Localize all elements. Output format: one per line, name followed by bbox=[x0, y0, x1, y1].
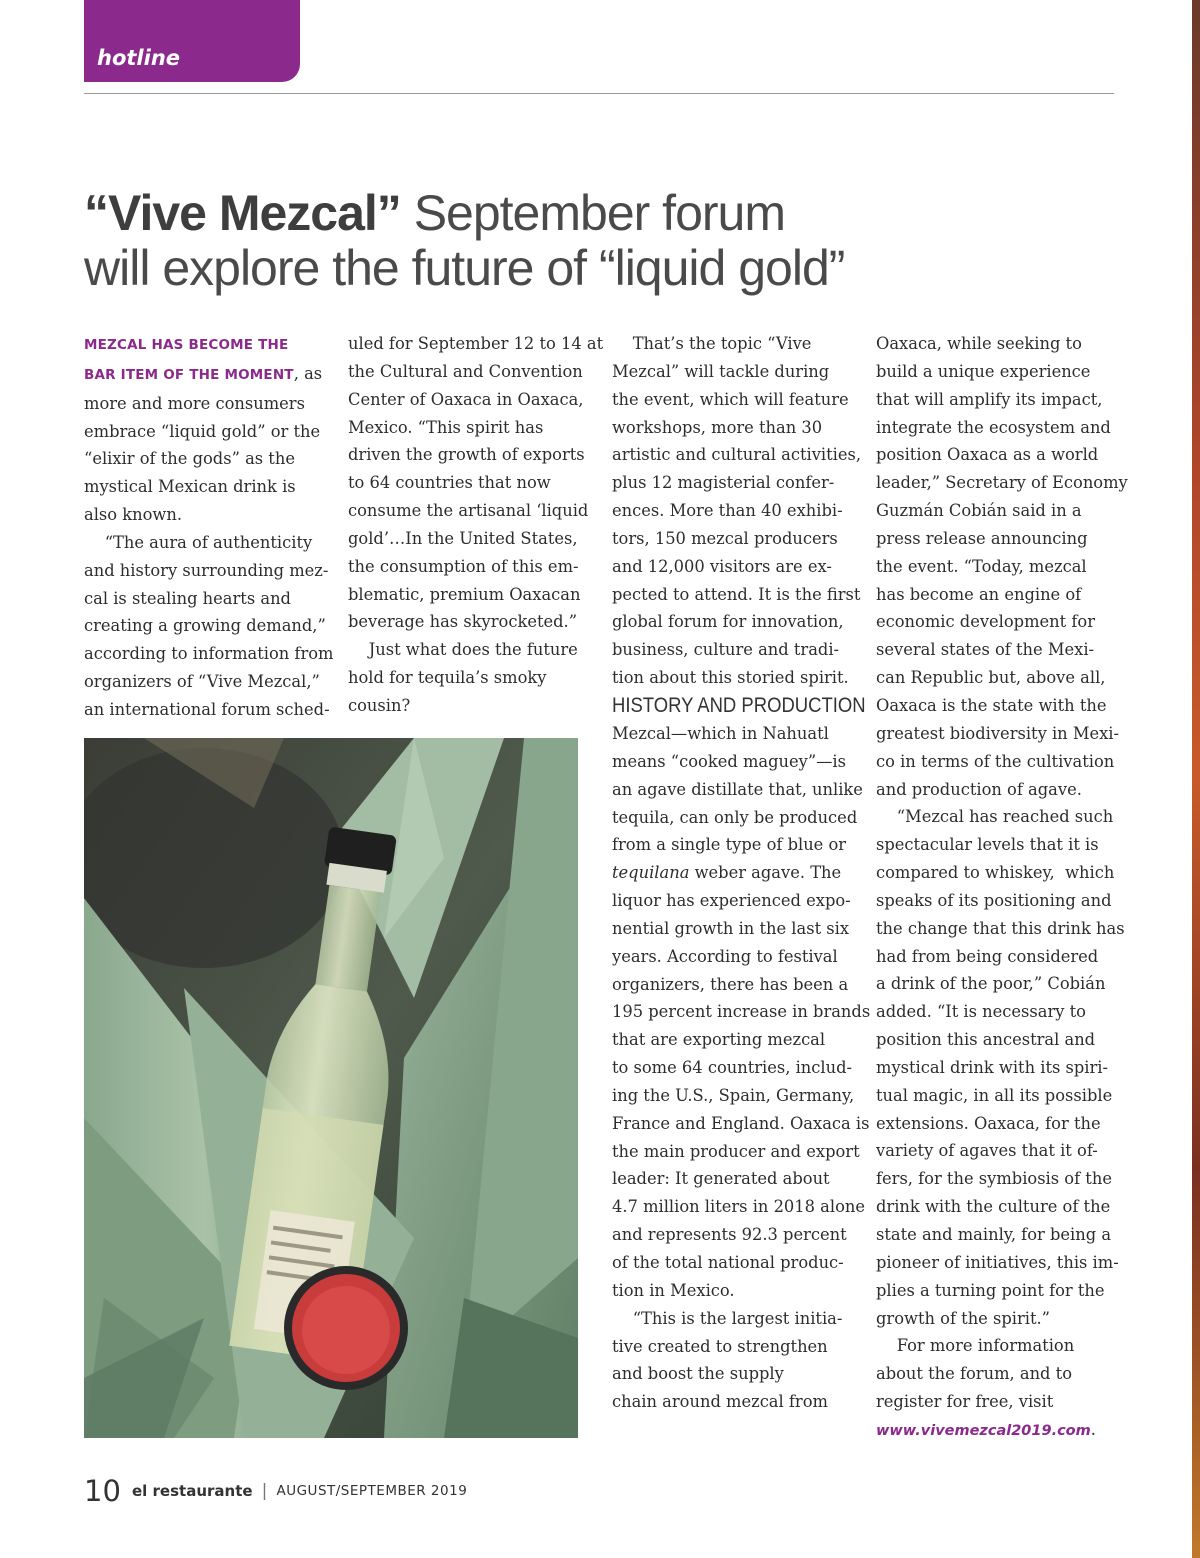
text-line: business, culture and tradi- bbox=[612, 640, 840, 660]
text-line: tion about this storied spirit. bbox=[612, 668, 849, 688]
publication-name: el restaurante bbox=[132, 1482, 253, 1500]
text-line: That’s the topic “Vive bbox=[612, 334, 812, 353]
text-line: compared to whiskey, which bbox=[876, 863, 1115, 883]
text-line: Mexico. “This spirit has bbox=[348, 417, 544, 437]
lead-in-1: MEZCAL HAS BECOME THE bbox=[84, 337, 289, 353]
text-line: an international forum sched- bbox=[84, 699, 330, 719]
headline bbox=[84, 186, 1114, 296]
text-line: extensions. Oaxaca, for the bbox=[876, 1113, 1101, 1133]
top-divider bbox=[84, 93, 1114, 94]
text-line: the event, which will feature bbox=[612, 389, 849, 409]
website-link[interactable]: www.vivemezcal2019.com bbox=[876, 1422, 1091, 1439]
headline-bold: “Vive Mezcal” bbox=[84, 185, 401, 241]
text-line: the main producer and export bbox=[612, 1141, 860, 1161]
text-line: and boost the supply bbox=[612, 1364, 784, 1384]
page-edge-decoration bbox=[1192, 0, 1200, 1558]
text-line: Just what does the future bbox=[348, 640, 578, 660]
text-line: the event. “Today, mezcal bbox=[876, 556, 1087, 576]
text-line: “Mezcal has reached such bbox=[876, 807, 1114, 827]
text-line: and history surrounding mez- bbox=[84, 560, 329, 580]
headline-line2: will explore the future of “liquid gold” bbox=[84, 240, 845, 296]
text-line: organizers, there has been a bbox=[612, 974, 849, 994]
text-line: beverage has skyrocketed.” bbox=[348, 612, 578, 632]
text-line: Center of Oaxaca in Oaxaca, bbox=[348, 389, 584, 409]
text-line: build a unique experience bbox=[876, 361, 1091, 381]
text-line: tors, 150 mezcal producers bbox=[612, 528, 838, 548]
text-line: can Republic but, above all, bbox=[876, 668, 1106, 688]
text-line: leader: It generated about bbox=[612, 1169, 830, 1189]
text-line: had from being considered bbox=[876, 946, 1099, 966]
mezcal-bottle-photo bbox=[84, 738, 578, 1438]
lead-rest: , as bbox=[293, 363, 323, 383]
text-line: more and more consumers bbox=[84, 393, 305, 413]
text-line: years. According to festival bbox=[612, 946, 838, 966]
column-3 bbox=[612, 330, 871, 1416]
text-line: according to information from bbox=[84, 644, 334, 664]
issue-date: AUGUST/SEPTEMBER 2019 bbox=[276, 1483, 468, 1499]
text-line: creating a growing demand,” bbox=[84, 616, 326, 636]
text-line: ing the U.S., Spain, Germany, bbox=[612, 1085, 855, 1105]
text-line: also known. bbox=[84, 505, 182, 525]
text-line: plus 12 magisterial confer- bbox=[612, 473, 835, 493]
text-line: an agave distillate that, unlike bbox=[612, 779, 863, 799]
text-line: co in terms of the cultivation bbox=[876, 751, 1115, 771]
link-period: . bbox=[1090, 1419, 1096, 1439]
page-footer bbox=[84, 1474, 467, 1508]
text-line: chain around mezcal from bbox=[612, 1392, 828, 1412]
lead-in-2: BAR ITEM OF THE MOMENT bbox=[84, 366, 294, 383]
text-line: integrate the ecosystem and bbox=[876, 417, 1111, 437]
text-line: leader,” Secretary of Economy bbox=[876, 473, 1128, 493]
text-line: has become an engine of bbox=[876, 584, 1082, 604]
text-line: and 12,000 visitors are ex- bbox=[612, 556, 832, 576]
text-line: Oaxaca is the state with the bbox=[876, 695, 1107, 715]
text-line: “elixir of the gods” as the bbox=[84, 449, 295, 469]
text-line: 195 percent increase in brands bbox=[612, 1002, 871, 1022]
text-line: the change that this drink has bbox=[876, 918, 1125, 938]
text-line: speaks of its positioning and bbox=[876, 890, 1112, 910]
text-line: added. “It is necessary to bbox=[876, 1002, 1086, 1022]
text-line: embrace “liquid gold” or the bbox=[84, 421, 321, 441]
text-line: register for free, visit bbox=[876, 1392, 1054, 1412]
text-line: variety of agaves that it of- bbox=[876, 1141, 1098, 1161]
text-line: mystical drink with its spiri- bbox=[876, 1057, 1108, 1077]
text-line: Mezcal” will tackle during bbox=[612, 361, 830, 381]
text-line: to some 64 countries, includ- bbox=[612, 1058, 853, 1078]
text-line: cousin? bbox=[348, 695, 411, 715]
text-line: about the forum, and to bbox=[876, 1364, 1072, 1384]
section-tab bbox=[84, 0, 300, 82]
text-line: position Oaxaca as a world bbox=[876, 445, 1099, 465]
text-line: greatest biodiversity in Mexi- bbox=[876, 723, 1120, 743]
text-line: that will amplify its impact, bbox=[876, 389, 1103, 409]
text-line: from a single type of blue or bbox=[612, 835, 847, 855]
text-line: Oaxaca, while seeking to bbox=[876, 334, 1082, 353]
page-number: 10 bbox=[84, 1474, 121, 1508]
text-line: several states of the Mexi- bbox=[876, 640, 1095, 660]
text-line: a drink of the poor,” Cobián bbox=[876, 974, 1106, 994]
text-line: gold’…In the United States, bbox=[348, 528, 578, 548]
italic-rest: weber agave. The bbox=[689, 863, 842, 883]
text-line: economic development for bbox=[876, 612, 1095, 632]
headline-line1: September forum bbox=[400, 185, 785, 241]
text-line: tive created to strengthen bbox=[612, 1336, 828, 1356]
text-line: fers, for the symbiosis of the bbox=[876, 1169, 1112, 1189]
text-line: and represents 92.3 percent bbox=[612, 1225, 847, 1245]
text-line: press release announcing bbox=[876, 528, 1088, 548]
text-line: “This is the largest initia- bbox=[612, 1308, 843, 1328]
text-line: the consumption of this em- bbox=[348, 556, 579, 576]
text-line: For more information bbox=[876, 1336, 1075, 1356]
text-line: state and mainly, for being a bbox=[876, 1225, 1112, 1244]
text-line: France and England. Oaxaca is bbox=[612, 1113, 870, 1133]
column-1 bbox=[84, 330, 334, 724]
section-label: hotline bbox=[97, 46, 181, 70]
text-line: to 64 countries that now bbox=[348, 473, 551, 493]
text-line: workshops, more than 30 bbox=[612, 417, 823, 437]
text-line: plies a turning point for the bbox=[876, 1280, 1105, 1300]
italic-term: tequilana bbox=[612, 863, 690, 883]
text-line: means “cooked maguey”—is bbox=[612, 751, 846, 771]
text-line: that are exporting mezcal bbox=[612, 1030, 826, 1050]
text-line: hold for tequila’s smoky bbox=[348, 668, 547, 688]
text-line: the Cultural and Convention bbox=[348, 361, 583, 381]
text-line: consume the artisanal ‘liquid bbox=[348, 501, 589, 521]
text-line: global forum for innovation, bbox=[612, 612, 844, 632]
text-line: artistic and cultural activities, bbox=[612, 445, 862, 465]
text-line: “The aura of authenticity bbox=[84, 532, 313, 552]
text-line: of the total national produc- bbox=[612, 1253, 844, 1272]
text-line: mystical Mexican drink is bbox=[84, 477, 296, 497]
text-line: position this ancestral and bbox=[876, 1030, 1096, 1050]
text-line: cal is stealing hearts and bbox=[84, 588, 291, 608]
text-line: pected to attend. It is the first bbox=[612, 584, 861, 604]
text-line: organizers of “Vive Mezcal,” bbox=[84, 672, 320, 692]
text-line: uled for September 12 to 14 at bbox=[348, 334, 604, 353]
text-line: Mezcal—which in Nahuatl bbox=[612, 723, 829, 743]
text-line: 4.7 million liters in 2018 alone bbox=[612, 1197, 866, 1217]
text-line: drink with the culture of the bbox=[876, 1197, 1111, 1217]
footer-divider: | bbox=[261, 1481, 268, 1501]
column-4 bbox=[876, 330, 1126, 1446]
section-subhead: HISTORY AND PRODUCTION bbox=[612, 693, 866, 717]
text-line: spectacular levels that it is bbox=[876, 835, 1099, 855]
text-line: ences. More than 40 exhibi- bbox=[612, 501, 843, 521]
text-line-italic bbox=[612, 859, 862, 887]
text-line: growth of the spirit.” bbox=[876, 1308, 1051, 1328]
text-line: liquor has experienced expo- bbox=[612, 891, 851, 911]
text-line: driven the growth of exports bbox=[348, 445, 585, 465]
column-1-lines bbox=[84, 390, 334, 724]
text-line: tual magic, in all its possible bbox=[876, 1085, 1113, 1105]
text-line: pioneer of initiatives, this im- bbox=[876, 1252, 1119, 1272]
text-line: tequila, can only be produced bbox=[612, 807, 858, 827]
text-line: blematic, premium Oaxacan bbox=[348, 584, 581, 604]
column-2 bbox=[348, 330, 604, 720]
text-line: Guzmán Cobián said in a bbox=[876, 501, 1082, 521]
text-line: nential growth in the last six bbox=[612, 918, 850, 938]
text-line: and production of agave. bbox=[876, 779, 1082, 799]
text-line: tion in Mexico. bbox=[612, 1280, 735, 1300]
